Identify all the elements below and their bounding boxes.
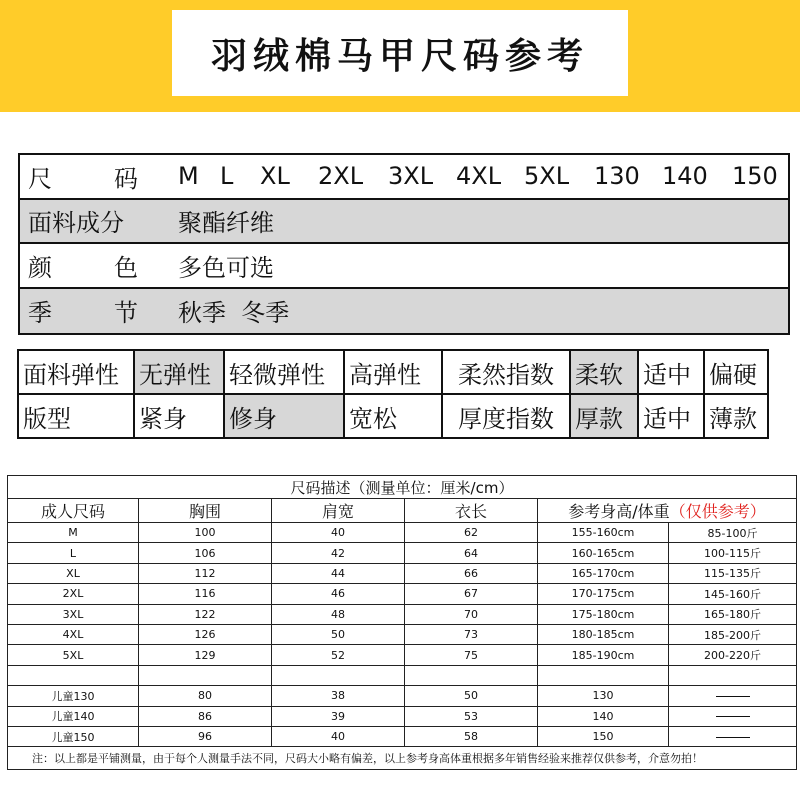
attr-label: 厚度指数 (442, 394, 570, 438)
table-cell: 122 (139, 604, 272, 624)
child-rows (8, 686, 797, 747)
table-cell: 106 (139, 543, 272, 563)
table-cell: XL (8, 563, 139, 583)
table-cell: 3XL (8, 604, 139, 624)
table-cell: L (8, 543, 139, 563)
season-label-1: 季 (28, 299, 52, 328)
table-row (8, 584, 797, 604)
table-cell: 38 (272, 686, 405, 706)
dash-mark (716, 716, 750, 717)
table-cell: 160-165cm (538, 543, 669, 563)
season-label-2: 节 (114, 299, 138, 328)
table-cell: 儿童150 (8, 726, 139, 746)
table-cell: 40 (272, 523, 405, 543)
table-cell: 46 (272, 584, 405, 604)
table-cell: 185-190cm (538, 645, 669, 665)
table-cell: 48 (272, 604, 405, 624)
table-cell: 85-100斤 (669, 523, 797, 543)
size-chart-table (7, 475, 797, 770)
size-item: 4XL (456, 162, 502, 191)
table-cell: 58 (405, 726, 538, 746)
size-item: 3XL (388, 162, 434, 191)
size-item: 130 (594, 162, 640, 191)
table-row (8, 686, 797, 706)
attr-option-selected: 厚款 (570, 394, 638, 438)
title-banner (0, 0, 800, 112)
header-cell: 衣长 (405, 499, 538, 523)
table-cell: 2XL (8, 584, 139, 604)
attr-option: 紧身 (134, 394, 224, 438)
table-cell: 86 (139, 706, 272, 726)
table-cell: 62 (405, 523, 538, 543)
size-item: 150 (732, 162, 778, 191)
adult-rows (8, 523, 797, 666)
table-row (8, 706, 797, 726)
attr-option-selected: 无弹性 (134, 350, 224, 394)
table-cell: 儿童130 (8, 686, 139, 706)
reference-note: （仅供参考） (669, 502, 766, 521)
table-cell: 67 (405, 584, 538, 604)
table-cell: 150 (538, 726, 669, 746)
attr-label: 柔然指数 (442, 350, 570, 394)
table-cell: 5XL (8, 645, 139, 665)
product-info-table (18, 153, 790, 335)
color-label-2: 色 (114, 253, 138, 282)
table-cell: 112 (139, 563, 272, 583)
season-value-2: 冬季 (241, 299, 290, 328)
table-cell: 73 (405, 624, 538, 644)
disclaimer-note: 注：以上都是平铺测量，由于每个人测量手法不同，尺码大小略有偏差，以上参考身高体重根据多年销售经验来推荐仅供参考，介意勿拍！ (8, 747, 797, 770)
table-cell: 115-135斤 (669, 563, 797, 583)
size-item: XL (260, 162, 290, 191)
table-cell: 4XL (8, 624, 139, 644)
table-row (8, 645, 797, 665)
attr-option: 轻微弹性 (224, 350, 344, 394)
table-cell: 53 (405, 706, 538, 726)
page-title: 羽绒棉马甲尺码参考 (210, 35, 589, 77)
attr-option: 宽松 (344, 394, 442, 438)
header-cell: 参考身高/体重（仅供参考） (538, 499, 797, 523)
table-cell: 52 (272, 645, 405, 665)
fabric-row (20, 200, 788, 245)
header-cell: 肩宽 (272, 499, 405, 523)
table-row (8, 523, 797, 543)
dash-mark (716, 696, 750, 697)
header-cell: 成人尺码 (8, 499, 139, 523)
table-cell: 40 (272, 726, 405, 746)
table-cell (669, 706, 797, 726)
size-label-2: 码 (114, 164, 138, 193)
table-cell: 39 (272, 706, 405, 726)
table-cell: 165-170cm (538, 563, 669, 583)
table-cell: 96 (139, 726, 272, 746)
table-cell: 200-220斤 (669, 645, 797, 665)
size-item: L (220, 162, 234, 191)
table-cell: 140 (538, 706, 669, 726)
table-cell (669, 726, 797, 746)
table-cell: 165-180斤 (669, 604, 797, 624)
attr-label: 版型 (18, 394, 134, 438)
attr-label: 面料弹性 (18, 350, 134, 394)
table-cell: 175-180cm (538, 604, 669, 624)
table-row (8, 726, 797, 746)
header-cell: 胸围 (139, 499, 272, 523)
color-label-1: 颜 (28, 253, 52, 282)
attr-option-selected: 柔软 (570, 350, 638, 394)
table-cell: 116 (139, 584, 272, 604)
attr-option: 薄款 (704, 394, 768, 438)
attr-option: 适中 (638, 394, 704, 438)
size-list (178, 162, 782, 190)
table-cell: 80 (139, 686, 272, 706)
table-row (8, 624, 797, 644)
attr-option-selected: 修身 (224, 394, 344, 438)
table-cell: 145-160斤 (669, 584, 797, 604)
color-value: 多色可选 (178, 253, 274, 282)
title-box (172, 10, 628, 96)
table-cell: 儿童140 (8, 706, 139, 726)
table-cell: 155-160cm (538, 523, 669, 543)
size-item: 5XL (524, 162, 570, 191)
table-cell: 75 (405, 645, 538, 665)
size-chart-header (8, 499, 797, 523)
table-cell: 100 (139, 523, 272, 543)
attribute-table (17, 349, 769, 439)
size-item: M (178, 162, 199, 191)
table-cell: 185-200斤 (669, 624, 797, 644)
table-row (8, 604, 797, 624)
table-cell: 64 (405, 543, 538, 563)
season-value-1: 秋季 (178, 299, 226, 328)
attr-option: 偏硬 (704, 350, 768, 394)
attr-option: 高弹性 (344, 350, 442, 394)
table-row (8, 543, 797, 563)
fabric-label: 面料成分 (28, 209, 124, 238)
fit-row (18, 394, 768, 438)
color-row (20, 244, 788, 289)
table-cell: M (8, 523, 139, 543)
attr-option: 适中 (638, 350, 704, 394)
spacer-row (8, 665, 797, 685)
size-chart-caption: 尺码描述（测量单位：厘米/cm） (8, 476, 797, 499)
table-cell: 126 (139, 624, 272, 644)
table-cell: 100-115斤 (669, 543, 797, 563)
table-cell: 180-185cm (538, 624, 669, 644)
size-row (20, 155, 788, 200)
size-label-1: 尺 (28, 164, 52, 193)
table-cell: 130 (538, 686, 669, 706)
table-cell: 50 (405, 686, 538, 706)
table-cell: 170-175cm (538, 584, 669, 604)
table-cell: 42 (272, 543, 405, 563)
season-row (20, 289, 788, 334)
elasticity-row (18, 350, 768, 394)
table-cell: 50 (272, 624, 405, 644)
table-row (8, 563, 797, 583)
size-item: 2XL (318, 162, 364, 191)
fabric-value: 聚酯纤维 (178, 209, 274, 238)
table-cell (669, 686, 797, 706)
table-cell: 70 (405, 604, 538, 624)
table-cell: 129 (139, 645, 272, 665)
dash-mark (716, 737, 750, 738)
size-item: 140 (662, 162, 708, 191)
table-cell: 44 (272, 563, 405, 583)
table-cell: 66 (405, 563, 538, 583)
